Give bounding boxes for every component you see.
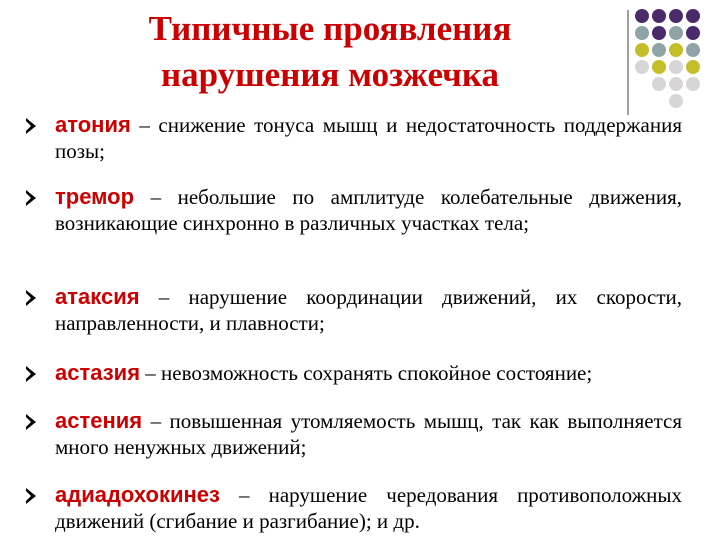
decorative-dot xyxy=(686,94,700,108)
decorative-dot xyxy=(652,94,666,108)
decorative-dot xyxy=(652,9,666,23)
decorative-dot xyxy=(669,60,683,74)
definition: – нарушение чередования противоположных движений (сгибание и разгибание); и др. xyxy=(55,483,682,533)
decorative-dot xyxy=(686,43,700,57)
list-item-text xyxy=(55,360,682,386)
decorative-dot xyxy=(686,26,700,40)
list-item-text xyxy=(55,112,682,164)
decorative-divider xyxy=(627,10,629,115)
definition: – снижение тонуса мышц и недостаточность поддержания позы; xyxy=(55,113,682,163)
definition: – невозможность сохранять спокойное состояние; xyxy=(140,361,593,385)
decorative-dot xyxy=(686,60,700,74)
list-item-text xyxy=(55,408,682,460)
decorative-dot xyxy=(652,60,666,74)
decorative-dot xyxy=(669,9,683,23)
term: адиадохокинез xyxy=(55,482,220,507)
list-item-text xyxy=(55,184,682,236)
page-title xyxy=(80,6,580,98)
decorative-dot xyxy=(635,43,649,57)
decorative-dot xyxy=(635,94,649,108)
decorative-dot xyxy=(652,43,666,57)
arrow-bullet-icon xyxy=(26,366,36,382)
decorative-dot xyxy=(686,9,700,23)
title-line-1: Типичные проявления xyxy=(148,9,512,48)
term: атаксия xyxy=(55,284,140,309)
decorative-dot xyxy=(652,26,666,40)
decorative-dot-grid xyxy=(635,9,700,108)
arrow-bullet-icon xyxy=(26,290,36,306)
list-item-atonia xyxy=(26,112,682,164)
arrow-bullet-icon xyxy=(26,414,36,430)
list-item-astenia xyxy=(26,408,682,460)
decorative-dot xyxy=(652,77,666,91)
decorative-dot xyxy=(669,26,683,40)
decorative-dot xyxy=(635,26,649,40)
decorative-dot xyxy=(669,77,683,91)
decorative-dot xyxy=(686,77,700,91)
decorative-dot xyxy=(635,77,649,91)
decorative-dot xyxy=(635,60,649,74)
definition: – повышенная утомляемость мышц, так как выполняется много ненужных движений; xyxy=(55,409,682,459)
term: астения xyxy=(55,408,143,433)
term: атония xyxy=(55,112,131,137)
decorative-dot xyxy=(669,94,683,108)
term: астазия xyxy=(55,360,141,385)
arrow-bullet-icon xyxy=(26,118,36,134)
definition: – небольшие по амплитуде колебательные движения, возникающие синхронно в различных участках тела; xyxy=(55,185,682,235)
term: тремор xyxy=(55,184,135,209)
list-item-text xyxy=(55,482,682,534)
decorative-dot xyxy=(635,9,649,23)
list-item-adiadochokinesis xyxy=(26,482,682,534)
arrow-bullet-icon xyxy=(26,488,36,504)
title-line-2: нарушения мозжечка xyxy=(160,55,500,94)
list-item-astasia xyxy=(26,360,682,386)
definition: – нарушение координации движений, их скорости, направленности, и плавности; xyxy=(55,285,682,335)
decorative-dot xyxy=(669,43,683,57)
list-item-ataxia xyxy=(26,284,682,336)
arrow-bullet-icon xyxy=(26,190,36,206)
list-item-text xyxy=(55,284,682,336)
list-item-tremor xyxy=(26,184,682,236)
